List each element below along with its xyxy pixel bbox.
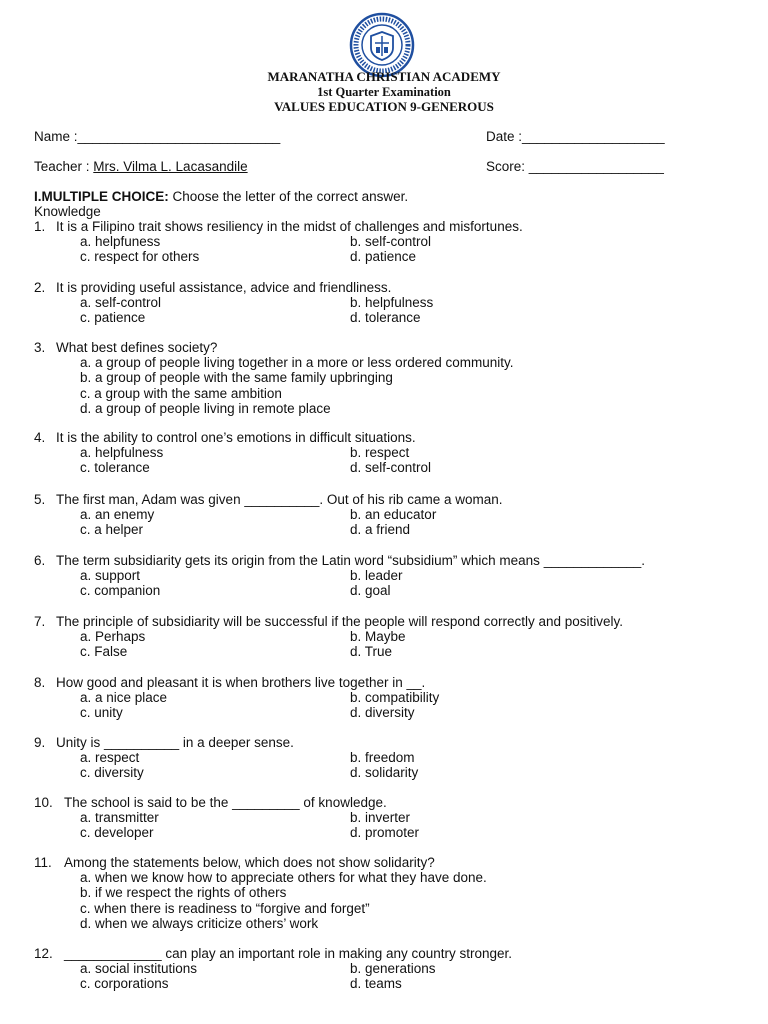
option-d[interactable]: d. goal: [350, 583, 391, 598]
option-b[interactable]: b. Maybe: [350, 629, 406, 644]
exam-title: 1st Quarter Examination: [317, 85, 451, 99]
option-c[interactable]: c. a group with the same ambition: [80, 386, 282, 401]
name-field[interactable]: Name :___________________________: [34, 129, 281, 144]
option-a[interactable]: a. helpfuness: [80, 234, 161, 249]
option-c[interactable]: c. respect for others: [80, 249, 200, 264]
option-c[interactable]: c. diversity: [80, 765, 144, 780]
option-a[interactable]: a. support: [80, 568, 141, 583]
option-c[interactable]: c. False: [80, 644, 128, 659]
option-b[interactable]: b. inverter: [350, 810, 411, 825]
option-b[interactable]: b. respect: [350, 445, 410, 460]
option-c[interactable]: c. patience: [80, 310, 146, 325]
option-a[interactable]: a. social institutions: [80, 961, 198, 976]
date-field[interactable]: Date :___________________: [486, 129, 665, 144]
option-d[interactable]: d. promoter: [350, 825, 420, 840]
option-b[interactable]: b. self-control: [350, 234, 432, 249]
question-number: 2.: [34, 280, 46, 295]
option-a[interactable]: a. a group of people living together in a more or less ordered community.: [80, 355, 514, 370]
section-instruction: Choose the letter of the correct answer.: [168, 189, 409, 204]
section-heading: [34, 189, 408, 204]
option-d[interactable]: d. tolerance: [350, 310, 421, 325]
option-a[interactable]: a. respect: [80, 750, 140, 765]
option-d[interactable]: d. True: [350, 644, 393, 659]
option-a[interactable]: a. self-control: [80, 295, 162, 310]
option-c[interactable]: c. developer: [80, 825, 154, 840]
option-a[interactable]: a. Perhaps: [80, 629, 146, 644]
option-a[interactable]: a. helpfulness: [80, 445, 164, 460]
option-a[interactable]: a. when we know how to appreciate others for what they have done.: [80, 870, 487, 885]
question-text: The term subsidiarity gets its origin from the Latin word “subsidium” which means _____________.: [56, 553, 646, 568]
teacher-label: Teacher :: [34, 159, 94, 174]
question-number: 1.: [34, 219, 46, 234]
option-a[interactable]: a. a nice place: [80, 690, 168, 705]
question-number: 4.: [34, 430, 46, 445]
option-b[interactable]: b. generations: [350, 961, 436, 976]
question-number: 3.: [34, 340, 46, 355]
subject-title: VALUES EDUCATION 9-GENEROUS: [274, 99, 494, 114]
question-text: The principle of subsidiarity will be successful if the people will respond correctly and positively.: [56, 614, 624, 629]
teacher-name: Mrs. Vilma L. Lacasandile: [93, 159, 248, 174]
question-text: _____________ can play an important role in making any country stronger.: [64, 946, 513, 961]
option-b[interactable]: b. helpfulness: [350, 295, 434, 310]
question-number: 10.: [34, 795, 53, 810]
option-c[interactable]: c. companion: [80, 583, 161, 598]
option-d[interactable]: d. self-control: [350, 460, 432, 475]
option-d[interactable]: d. diversity: [350, 705, 415, 720]
question-text: The first man, Adam was given __________. Out of his rib came a woman.: [56, 492, 503, 507]
option-b[interactable]: b. an educator: [350, 507, 437, 522]
option-d[interactable]: d. when we always criticize others’ work: [80, 916, 319, 931]
option-d[interactable]: d. a group of people living in remote place: [80, 401, 331, 416]
section-title: I.MULTIPLE CHOICE:: [34, 189, 169, 204]
option-b[interactable]: b. freedom: [350, 750, 415, 765]
option-c[interactable]: c. unity: [80, 705, 123, 720]
question-number: 12.: [34, 946, 53, 961]
option-d[interactable]: d. teams: [350, 976, 402, 991]
question-text: It is providing useful assistance, advice and friendliness.: [56, 280, 392, 295]
option-c[interactable]: c. a helper: [80, 522, 144, 537]
option-c[interactable]: c. corporations: [80, 976, 169, 991]
question-number: 11.: [34, 855, 52, 870]
option-c[interactable]: c. tolerance: [80, 460, 150, 475]
option-b[interactable]: b. if we respect the rights of others: [80, 885, 287, 900]
option-d[interactable]: d. a friend: [350, 522, 411, 537]
option-b[interactable]: b. compatibility: [350, 690, 440, 705]
option-b[interactable]: b. leader: [350, 568, 403, 583]
option-b[interactable]: b. a group of people with the same family upbringing: [80, 370, 393, 385]
question-number: 5.: [34, 492, 46, 507]
option-a[interactable]: a. transmitter: [80, 810, 159, 825]
question-text: What best defines society?: [56, 340, 218, 355]
question-text: The school is said to be the _________ of knowledge.: [64, 795, 387, 810]
question-text: It is the ability to control one’s emotions in difficult situations.: [56, 430, 416, 445]
teacher-field: [34, 159, 248, 174]
option-d[interactable]: d. patience: [350, 249, 417, 264]
question-text: Unity is __________ in a deeper sense.: [56, 735, 294, 750]
option-a[interactable]: a. an enemy: [80, 507, 155, 522]
option-d[interactable]: d. solidarity: [350, 765, 419, 780]
school-name: MARANATHA CHRISTIAN ACADEMY: [267, 69, 501, 84]
question-number: 6.: [34, 553, 46, 568]
question-number: 7.: [34, 614, 46, 629]
option-c[interactable]: c. when there is readiness to “forgive and forget”: [80, 901, 370, 916]
question-text: How good and pleasant it is when brothers live together in __.: [56, 675, 426, 690]
question-text: Among the statements below, which does not show solidarity?: [64, 855, 435, 870]
question-text: It is a Filipino trait shows resiliency in the midst of challenges and misfortunes.: [56, 219, 523, 234]
score-field[interactable]: Score: __________________: [486, 159, 664, 174]
question-number: 8.: [34, 675, 46, 690]
question-number: 9.: [34, 735, 46, 750]
section-subheading: Knowledge: [34, 204, 101, 219]
